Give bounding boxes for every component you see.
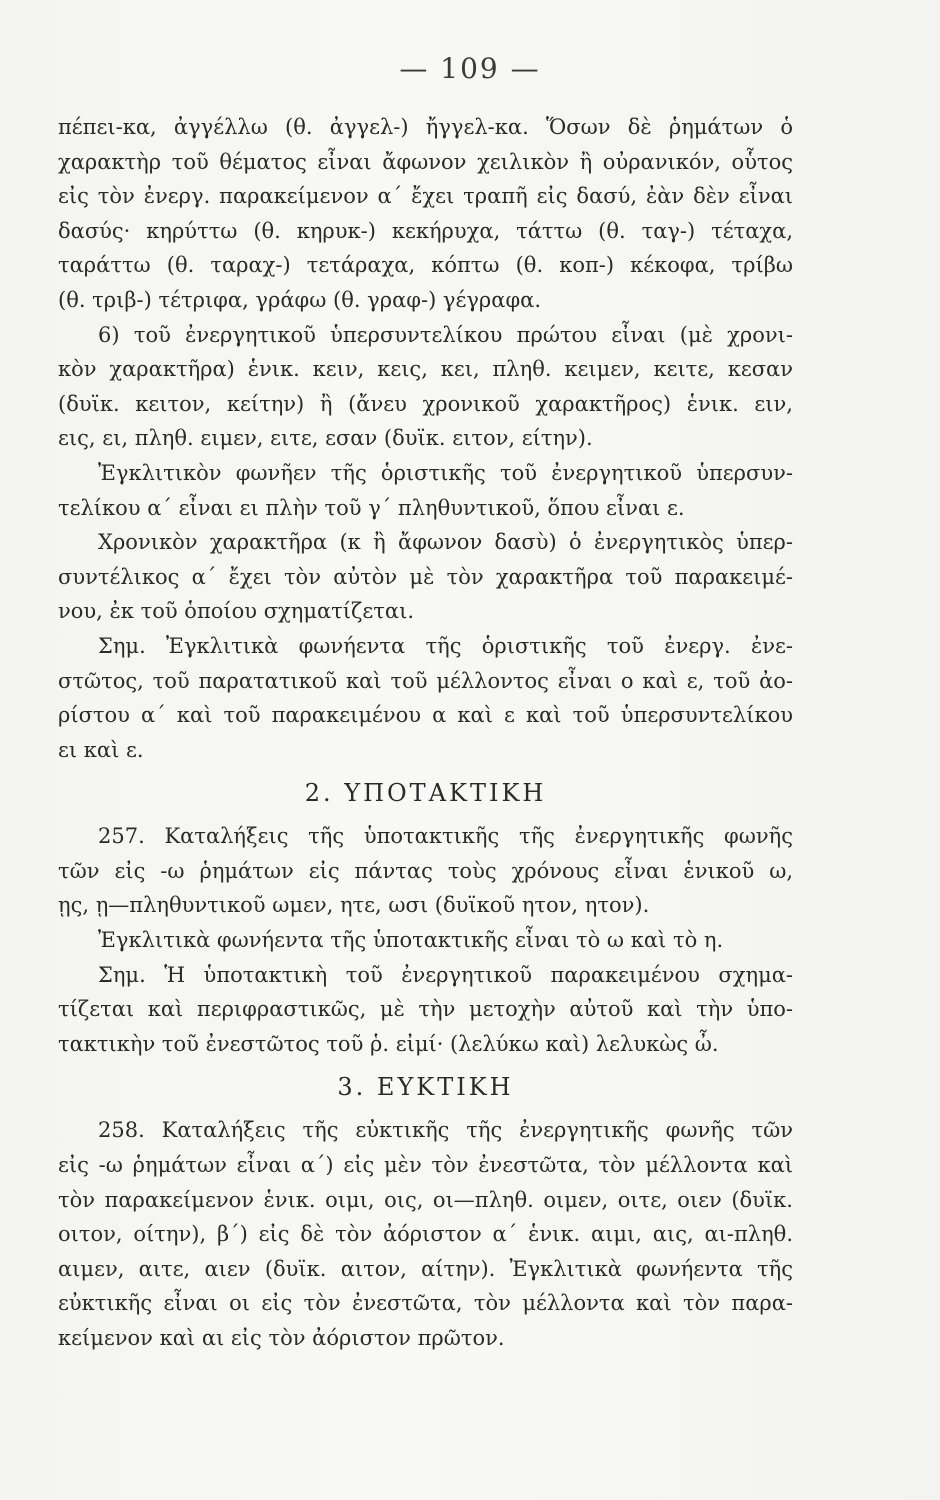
paragraph-note-2 — [58, 958, 793, 1062]
paragraph-4 — [58, 525, 793, 629]
text-line: κὸν χαρακτῆρα) ἑνικ. κειν, κεις, κει, πληθ. κειμεν, κειτε, κεσαν — [58, 357, 793, 382]
section-heading-optative: 3. ΕΥΚΤΙΚΗ — [337, 1073, 514, 1102]
text-line: εις, ει, πληθ. ειμεν, ειτε, εσαν (δυϊκ. ειτον, είτην). — [58, 426, 593, 451]
paragraph-3 — [58, 456, 793, 525]
page-number: — 109 — — [399, 52, 541, 85]
paragraph-7 — [58, 923, 793, 958]
text-line: Ἐγκλιτικὰ φωνήεντα τῆς ὑποτακτικῆς εἶναι τὸ ω καὶ τὸ η. — [98, 928, 724, 953]
text-line: κείμενον καὶ αι εἰς τὸν ἀόριστον πρῶτον. — [58, 1326, 505, 1350]
text-line: δασύς· κηρύττω (θ. κηρυκ-) κεκήρυχα, τάττω (θ. ταγ-) τέταχα, — [58, 218, 793, 243]
text-line: τακτικὴν τοῦ ἐνεστῶτος τοῦ ῥ. εἰμί· (λελύκω καὶ) λελυκὼς ὦ. — [58, 1031, 719, 1056]
text-line: 258. Καταλήξεις τῆς εὐκτικῆς τῆς ἐνεργητικῆς φωνῆς τῶν — [98, 1118, 793, 1143]
text-line: πέπει-κα, ἀγγέλλω (θ. ἀγγελ-) ἤγγελ-κα. Ὅσων δὲ ῥημάτων ὁ — [58, 115, 793, 139]
text-line: ταράττω (θ. ταραχ-) τετάραχα, κόπτω (θ. κοπ-) κέκοφα, τρίβω — [58, 253, 793, 278]
text-line: τῶν εἰς -ω ῥημάτων εἰς πάντας τοὺς χρόνους εἶναι ἑνικοῦ ω, — [58, 858, 793, 883]
paragraph-note-1 — [58, 629, 793, 767]
text-line: εἰς τὸν ἐνεργ. παρακείμενον α΄ ἔχει τραπῆ εἰς δασύ, ἐὰν δὲν εἶναι — [58, 184, 793, 209]
paragraph-258 — [58, 1113, 793, 1355]
text-line: εἰς -ω ῥημάτων εἶναι α΄) εἰς μὲν τὸν ἐνεστῶτα, τὸν μέλλοντα καὶ — [58, 1153, 793, 1178]
text-line: ῃς, ῃ—πληθυντικοῦ ωμεν, ητε, ωσι (δυϊκοῦ ητον, ητον). — [58, 893, 650, 918]
text-line: 257. Καταλήξεις τῆς ὑποτακτικῆς τῆς ἐνεργητικῆς φωνῆς — [98, 824, 793, 849]
text-line: Σημ. Ἡ ὑποτακτικὴ τοῦ ἐνεργητικοῦ παρακειμένου σχημα- — [98, 962, 793, 987]
text-line: εὐκτικῆς εἶναι οι εἰς τὸν ἐνεστῶτα, τὸν μέλλοντα καὶ τὸν παρα- — [58, 1291, 793, 1316]
paragraph-1 — [58, 110, 793, 318]
text-line: αιμεν, αιτε, αιεν (δυϊκ. αιτον, αίτην). Ἐγκλιτικὰ φωνήεντα τῆς — [58, 1256, 793, 1281]
text-line: τίζεται καὶ περιφραστικῶς, μὲ τὴν μετοχὴν αὐτοῦ καὶ τὴν ὑπο- — [58, 997, 793, 1022]
paragraph-2 — [58, 318, 793, 456]
text-line: τὸν παρακείμενον ἑνικ. οιμι, οις, οι—πληθ. οιμεν, οιτε, οιεν (δυϊκ. — [58, 1187, 793, 1212]
text-line: τελίκου α΄ εἶναι ει πλὴν τοῦ γ΄ πληθυντικοῦ, ὅπου εἶναι ε. — [58, 495, 685, 520]
text-line: ει καὶ ε. — [58, 737, 144, 762]
text-line: συντέλικος α΄ ἔχει τὸν αὐτὸν μὲ τὸν χαρακτῆρα τοῦ παρακειμέ- — [58, 564, 793, 589]
text-line: ρίστου α΄ καὶ τοῦ παρακειμένου α καὶ ε καὶ τοῦ ὑπερσυντελίκου — [58, 703, 793, 728]
paragraph-257 — [58, 819, 793, 923]
text-line: (θ. τριβ-) τέτριφα, γράφω (θ. γραφ-) γέγραφα. — [58, 287, 541, 312]
text-line: Σημ. Ἐγκλιτικὰ φωνήεντα τῆς ὁριστικῆς τοῦ ἐνεργ. ἐνε- — [98, 633, 793, 658]
text-line: νου, ἐκ τοῦ ὁποίου σχηματίζεται. — [58, 599, 414, 624]
text-line: 6) τοῦ ἐνεργητικοῦ ὑπερσυντελίκου πρώτου εἶναι (μὲ χρονι- — [98, 322, 793, 347]
text-line: (δυϊκ. κειτον, κείτην) ἢ (ἄνευ χρονικοῦ χαρακτῆρος) ἑνικ. ειν, — [58, 391, 793, 416]
text-line: οιτον, οίτην), β΄) εἰς δὲ τὸν ἀόριστον α΄ ἑνικ. αιμι, αις, αι-πληθ. — [58, 1222, 793, 1247]
text-line: στῶτος, τοῦ παρατατικοῦ καὶ τοῦ μέλλοντος εἶναι ο καὶ ε, τοῦ ἀο- — [58, 668, 793, 693]
text-line: χαρακτὴρ τοῦ θέματος εἶναι ἄφωνον χειλικὸν ἢ οὐρανικόν, οὗτος — [58, 149, 793, 174]
page-body — [58, 110, 793, 1356]
section-heading-subjunctive: 2. ΥΠΟΤΑΚΤΙΚΗ — [304, 779, 547, 808]
text-line: Ἐγκλιτικὸν φωνῆεν τῆς ὁριστικῆς τοῦ ἐνεργητικοῦ ὑπερσυν- — [98, 460, 793, 485]
text-line: Χρονικὸν χαρακτῆρα (κ ἢ ἄφωνον δασὺ) ὁ ἐνεργητικὸς ὑπερ- — [98, 530, 793, 555]
